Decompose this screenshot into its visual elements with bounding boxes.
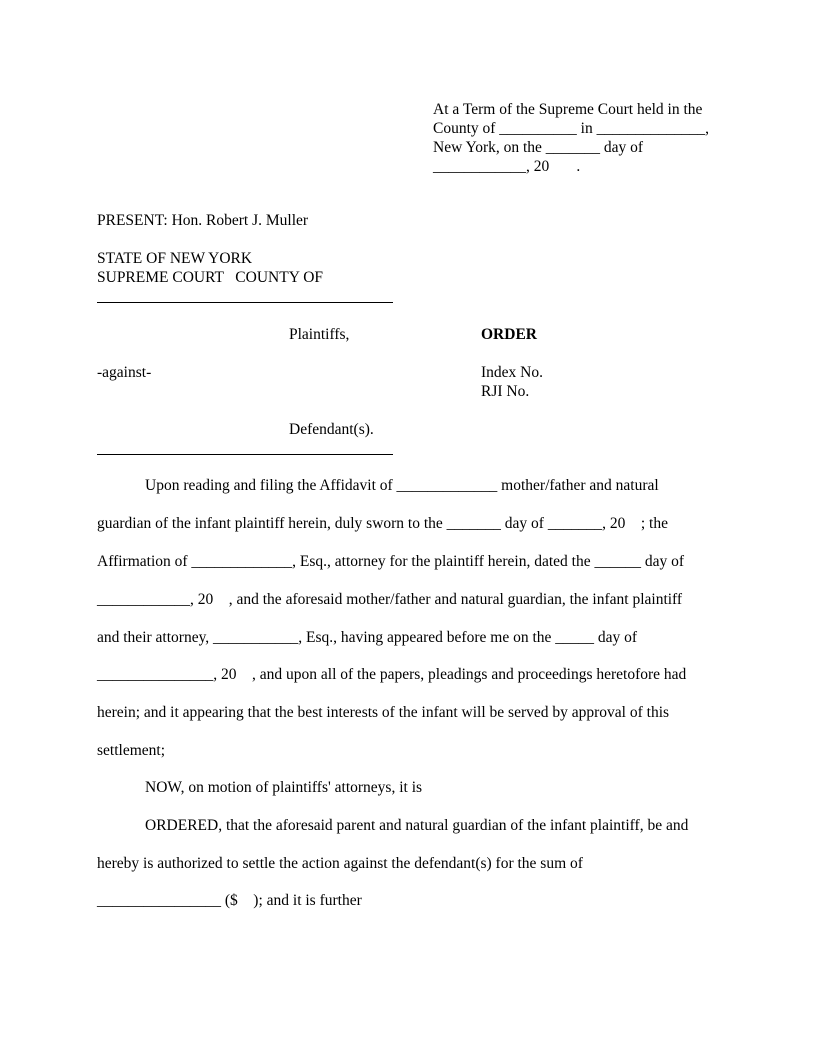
rji-number-label: RJI No. (481, 383, 530, 400)
body-line: hereby is authorized to settle the action against the defendant(s) for the sum of (97, 855, 583, 872)
order-title: ORDER (481, 326, 537, 343)
body-line: settlement; (97, 742, 166, 759)
body-line: NOW, on motion of plaintiffs' attorneys, it is (145, 779, 423, 796)
caption-defendants: Defendant(s). (289, 421, 374, 438)
caption-plaintiffs: Plaintiffs, (289, 326, 350, 343)
caption-top-rule (97, 302, 393, 303)
body-line: herein; and it appearing that the best interests of the infant will be served by approval of this (97, 704, 670, 721)
term-line-3: New York, on the _______ day of (433, 139, 644, 156)
body-line: _______________, 20 , and upon all of the papers, pleadings and proceedings heretofore had (97, 666, 687, 683)
body-line: guardian of the infant plaintiff herein, duly sworn to the _______ day of _______, 20 ; the (97, 515, 668, 532)
body-line: ORDERED, that the aforesaid parent and natural guardian of the infant plaintiff, be and (145, 817, 689, 834)
term-line-4: ____________, 20 . (433, 158, 581, 175)
body-line: and their attorney, ___________, Esq., having appeared before me on the _____ day of (97, 629, 638, 646)
present-line: PRESENT: Hon. Robert J. Muller (97, 212, 309, 229)
term-line-1: At a Term of the Supreme Court held in the (433, 101, 703, 118)
body-line: ________________ ($ ); and it is further (97, 892, 362, 909)
court-county: SUPREME COURT COUNTY OF (97, 269, 324, 286)
caption-against: -against- (97, 364, 152, 381)
index-number-label: Index No. (481, 364, 543, 381)
term-line-2: County of __________ in ______________, (433, 120, 709, 137)
body-line: Affirmation of _____________, Esq., attorney for the plaintiff herein, dated the ______ day of (97, 553, 685, 570)
body-line: ____________, 20 , and the aforesaid mother/father and natural guardian, the infant plaintiff (97, 591, 683, 608)
body-line: Upon reading and filing the Affidavit of _____________ mother/father and natural (145, 477, 659, 494)
caption-bottom-rule (97, 454, 393, 455)
court-state: STATE OF NEW YORK (97, 250, 253, 267)
